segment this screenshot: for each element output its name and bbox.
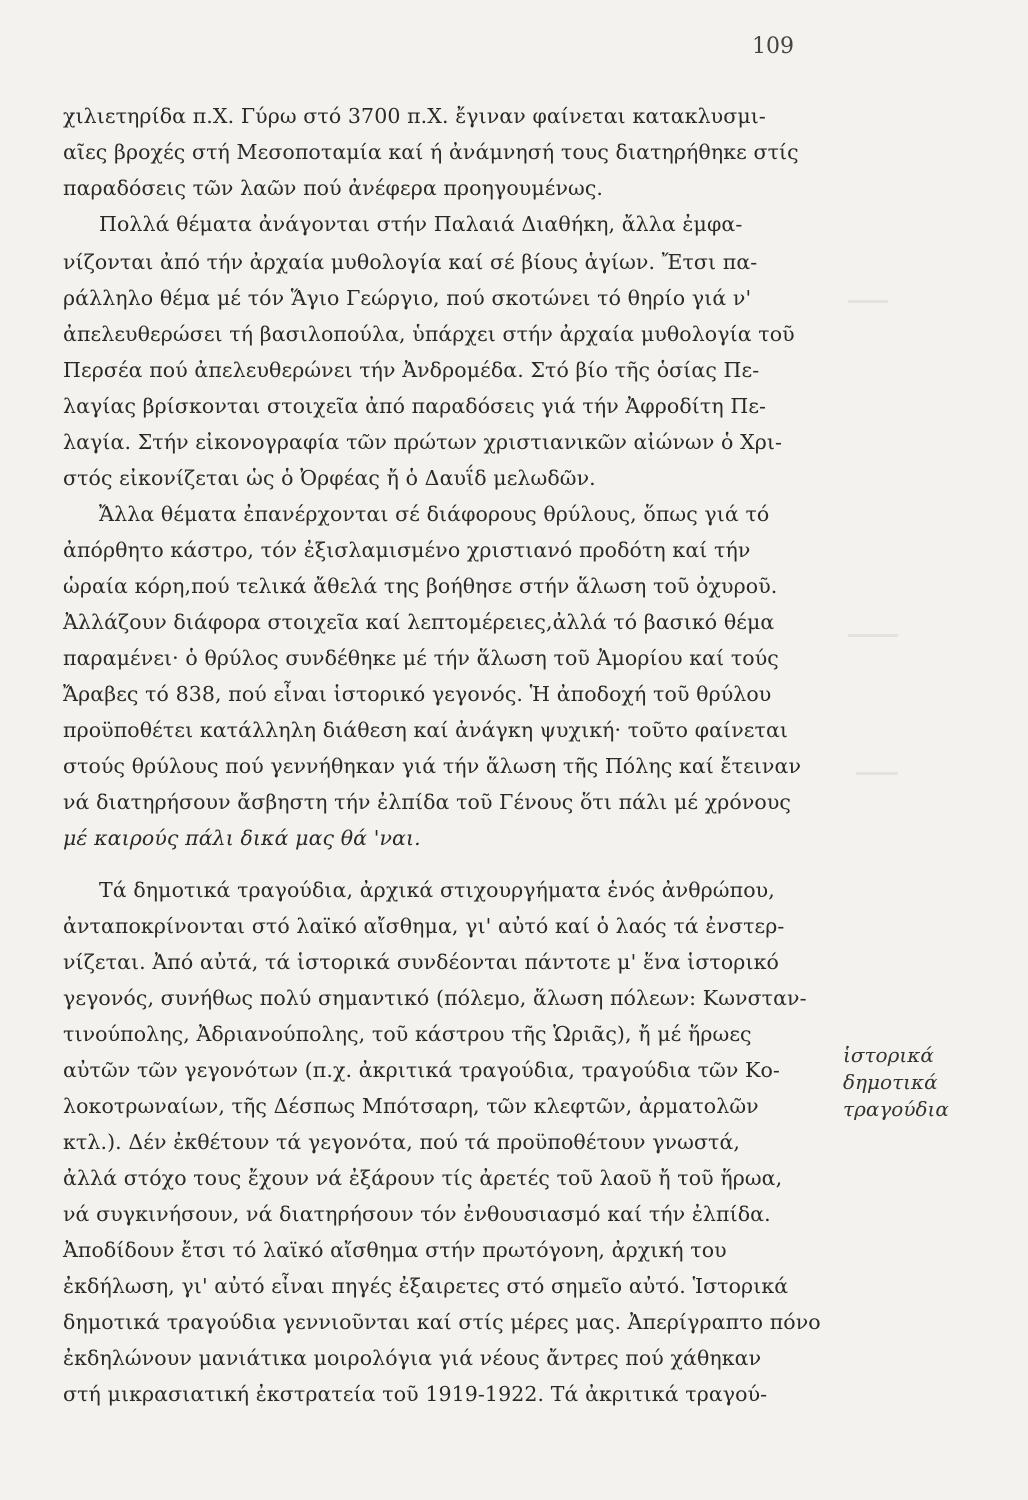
text-line: νίζεται. Ἀπό αὐτά, τά ἱστορικά συνδέονται πάντοτε μ' ἕνα ἱστορικό <box>63 950 779 974</box>
text-line: προϋποθέτει κατάλληλη διάθεση καί ἀνάγκη ψυχική· τοῦτο φαίνεται <box>63 718 789 742</box>
show-through-mark <box>856 772 898 775</box>
text-line: Πολλά θέματα ἀνάγονται στήν Παλαιά Διαθήκη, ἄλλα ἐμφα- <box>99 212 743 236</box>
text-line: στός εἰκονίζεται ὡς ὁ Ὀρφέας ἤ ὁ Δαυΐδ μελωδῶν. <box>63 466 596 490</box>
text-line: δημοτικά τραγούδια γεννιοῦνται καί στίς μέρες μας. Ἀπερίγραπτο πόνο <box>63 1310 821 1334</box>
text-line: Ἀλλάζουν διάφορα στοιχεῖα καί λεπτομέρειες,ἀλλά τό βασικό θέμα <box>63 610 775 634</box>
text-line: Ἀποδίδουν ἔτσι τό λαϊκό αἴσθημα στήν πρωτόγονη, ἀρχική του <box>63 1238 727 1262</box>
text-line: παραμένει· ὁ θρύλος συνδέθηκε μέ τήν ἅλωση τοῦ Ἀμορίου καί τούς <box>63 646 779 670</box>
text-line: αὐτῶν τῶν γεγονότων (π.χ. ἀκριτικά τραγούδια, τραγούδια τῶν Κο- <box>63 1058 780 1082</box>
show-through-mark <box>848 634 898 637</box>
text-line: Περσέα πού ἀπελευθερώνει τήν Ἀνδρομέδα. Στό βίο τῆς ὁσίας Πε- <box>63 358 760 382</box>
text-line: κτλ.). Δέν ἐκθέτουν τά γεγονότα, πού τά προϋποθέτουν γνωστά, <box>63 1130 741 1154</box>
text-line: γεγονός, συνήθως πολύ σημαντικό (πόλεμο, ἅλωση πόλεων: Κωνσταν- <box>63 986 807 1010</box>
text-line: λαγίας βρίσκονται στοιχεῖα ἀπό παραδόσεις γιά τήν Ἀφροδίτη Πε- <box>63 394 767 418</box>
page-number: 109 <box>752 34 794 59</box>
text-line: λαγία. Στήν εἰκονογραφία τῶν πρώτων χριστιανικῶν αἰώνων ὁ Χρι- <box>63 430 783 454</box>
text-line: ἀλλά στόχο τους ἔχουν νά ἐξάρουν τίς ἀρετές τοῦ λαοῦ ἤ τοῦ ἥρωα, <box>63 1166 783 1190</box>
text-line: μέ καιρούς πάλι δικά μας θά 'ναι. <box>63 826 421 850</box>
margin-note-line: ἱστορικά <box>843 1043 934 1067</box>
text-line: στή μικρασιατική ἐκστρατεία τοῦ 1919-1922. Τά ἀκριτικά τραγού- <box>63 1382 768 1406</box>
text-line: τινούπολης, Ἀδριανούπολης, τοῦ κάστρου τῆς Ὡριᾶς), ἤ μέ ἥρωες <box>63 1022 752 1046</box>
text-line: λοκοτρωναίων, τῆς Δέσπως Μπότσαρη, τῶν κλεφτῶν, ἀρματολῶν <box>63 1094 759 1118</box>
text-line: Ἄραβες τό 838, πού εἶναι ἱστορικό γεγονός. Ἡ ἀποδοχή τοῦ θρύλου <box>63 682 772 706</box>
show-through-mark <box>848 300 888 303</box>
text-line: ὡραία κόρη,πού τελικά ἄθελά της βοήθησε στήν ἅλωση τοῦ ὀχυροῦ. <box>63 574 778 598</box>
text-line: ἀνταποκρίνονται στό λαϊκό αἴσθημα, γι' αὐτό καί ὁ λαός τά ἐνστερ- <box>63 914 785 938</box>
text-line: ἀπελευθερώσει τή βασιλοπούλα, ὑπάρχει στήν ἀρχαία μυθολογία τοῦ <box>63 322 795 346</box>
text-line: ἀπόρθητο κάστρο, τόν ἐξισλαμισμένο χριστιανό προδότη καί τήν <box>63 538 751 562</box>
text-line: νίζονται ἀπό τήν ἀρχαία μυθολογία καί σέ βίους ἁγίων. Ἔτσι πα- <box>63 250 758 274</box>
text-line: Ἄλλα θέματα ἐπανέρχονται σέ διάφορους θρύλους, ὅπως γιά τό <box>99 502 770 526</box>
text-line: ἐκδηλώνουν μανιάτικα μοιρολόγια γιά νέους ἄντρες πού χάθηκαν <box>63 1346 762 1370</box>
text-line: στούς θρύλους πού γεννήθηκαν γιά τήν ἅλωση τῆς Πόλης καί ἔτειναν <box>63 754 802 778</box>
text-line: χιλιετηρίδα π.Χ. Γύρω στό 3700 π.Χ. ἔγιναν φαίνεται κατακλυσμι- <box>63 104 766 128</box>
margin-note <box>843 1042 949 1123</box>
text-line: νά συγκινήσουν, νά διατηρήσουν τόν ἐνθουσιασμό καί τήν ἐλπίδα. <box>63 1202 771 1226</box>
text-line: ἐκδήλωση, γι' αὐτό εἶναι πηγές ἐξαιρετες στό σημεῖο αὐτό. Ἱστορικά <box>63 1274 789 1298</box>
margin-note-line: δημοτικά <box>843 1070 938 1094</box>
text-line: αῖες βροχές στή Μεσοποταμία καί ή ἀνάμνησή τους διατηρήθηκε στίς <box>63 140 799 164</box>
text-line: Τά δημοτικά τραγούδια, ἀρχικά στιχουργήματα ἑνός ἀνθρώπου, <box>99 878 775 902</box>
text-line: ράλληλο θέμα μέ τόν Ἅγιο Γεώργιο, πού σκοτώνει τό θηρίο γιά ν' <box>63 286 752 310</box>
margin-note-line: τραγούδια <box>843 1097 949 1121</box>
text-line: νά διατηρήσουν ἄσβηστη τήν ἐλπίδα τοῦ Γένους ὅτι πάλι μέ χρόνους <box>63 790 791 814</box>
text-line: παραδόσεις τῶν λαῶν πού ἀνέφερα προηγουμένως. <box>63 176 604 200</box>
